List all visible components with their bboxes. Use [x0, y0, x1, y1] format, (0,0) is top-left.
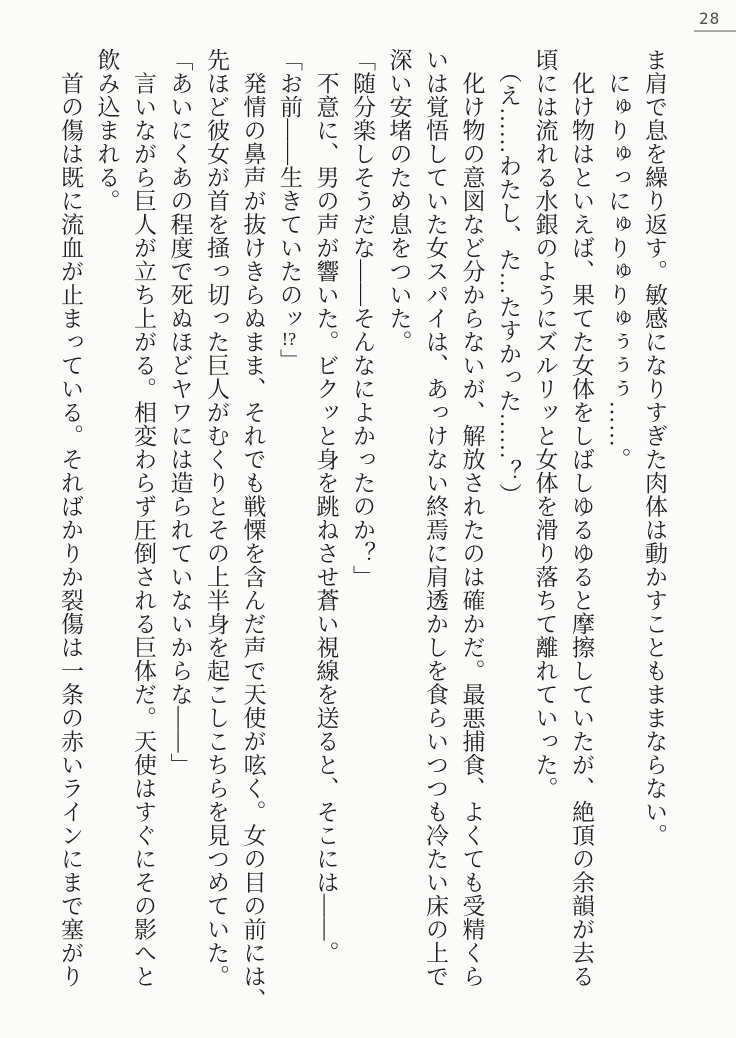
- page-number: 28: [699, 9, 721, 28]
- tate-chu-yoko-exclamation: !?: [281, 330, 297, 349]
- text-column: いは覚悟していた女スパイは、あっけない終焉に肩透かしを食らいつつも冷たい床の上で: [423, 48, 448, 988]
- text-column: ま肩で息を繰り返す。敏感になりすぎた肉体は動かすこともままならない。: [642, 48, 667, 847]
- text-column: （え……わたし、た…たすかった……？）: [496, 48, 521, 507]
- text-segment: 」: [277, 348, 302, 372]
- text-column: 頃には流れる水銀のようにズルリッと女体を滑り落ちて離れていった。: [532, 48, 558, 800]
- text-column: にゅりゅっにゅりゅりゅぅぅぅ……。: [605, 48, 631, 471]
- page-number-rule: [694, 9, 736, 32]
- text-column: 深い安堵のため息をついた。: [386, 48, 412, 354]
- text-column: 化け物はといえば、果てた女体をしばしゆるゆると摩擦していたが、絶頂の余韻が去る: [569, 48, 594, 988]
- text-column: 飲み込まれる。: [94, 48, 120, 213]
- text-column: 言いながら巨人が立ち上がる。相変わらず圧倒される巨体だ。天使はすぐにその影へと: [131, 48, 156, 988]
- text-column: 化け物の意図など分からないが、解放されたのは確かだ。最悪捕食、よくても受精くら: [459, 48, 485, 988]
- text-column: 不意に、男の声が響いた。ビクッと身を跳ねさせ蒼い視線を送ると、そこには――。: [313, 48, 339, 965]
- vertical-text-block: [52, 48, 673, 1012]
- text-column: 首の傷は既に流血が止まっている。そればかりか裂傷は一条の赤いラインにまで塞がり: [58, 48, 83, 988]
- text-segment: 「お前――生きていたのッ: [277, 48, 302, 330]
- text-column: 「あいにくあの程度で死ぬほどヤワには造られていないからな――」: [167, 48, 193, 777]
- text-column: 先ほど彼女が首を掻っ切った巨人がむくりとその上半身を起こしこちらを見つめていた。: [204, 48, 229, 988]
- text-column: 「随分楽しそうだな――そんなによかったのか？」: [350, 48, 375, 589]
- text-column-with-tcy: [271, 48, 308, 990]
- text-column: 発情の鼻声が抜けきらぬまま、それでも戦慄を含んだ声で天使が呟く。女の目の前には、: [240, 48, 266, 1012]
